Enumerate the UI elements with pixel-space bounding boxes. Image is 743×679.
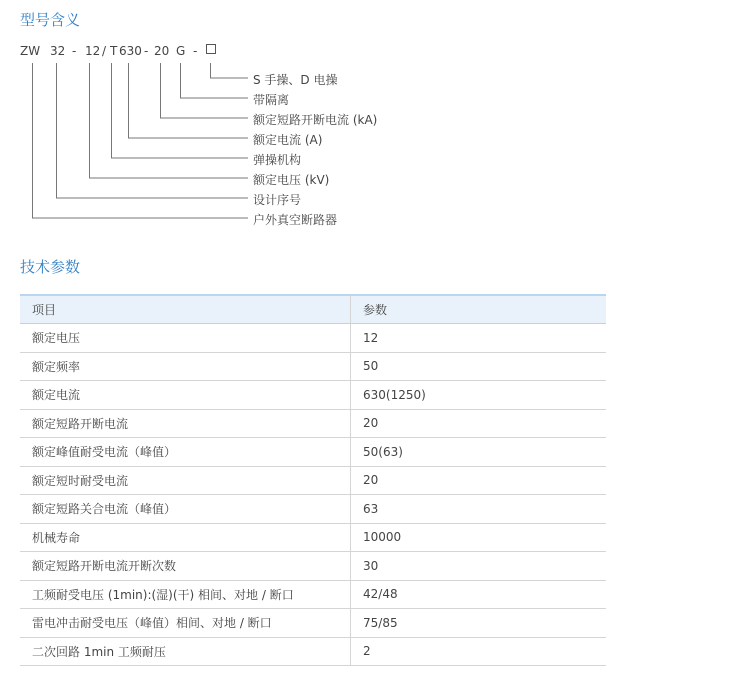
code-630: 630 xyxy=(119,44,142,58)
table-row xyxy=(20,438,606,467)
param-value: 20 xyxy=(351,466,607,495)
param-name: 额定短路开断电流开断次数 xyxy=(20,552,351,581)
line-zw xyxy=(33,63,249,218)
param-value: 50(63) xyxy=(351,438,607,467)
label-rated-voltage: 额定电压 (kV) xyxy=(253,173,330,187)
code-slash: / xyxy=(102,44,107,58)
line-g xyxy=(181,63,249,98)
table-row xyxy=(20,495,606,524)
param-value: 42/48 xyxy=(351,580,607,609)
param-name: 额定短时耐受电流 xyxy=(20,466,351,495)
line-t xyxy=(112,63,249,158)
table-row xyxy=(20,409,606,438)
line-20 xyxy=(161,63,249,118)
param-value: 10000 xyxy=(351,523,607,552)
code-dash-2: - xyxy=(144,44,149,58)
code-20: 20 xyxy=(154,44,170,58)
label-short-circuit-current: 额定短路开断电流 (kA) xyxy=(253,113,378,127)
label-operation: S 手操、D 电操 xyxy=(253,73,338,87)
param-name: 雷电冲击耐受电压（峰值）相间、对地 / 断口 xyxy=(20,609,351,638)
param-value: 2 xyxy=(351,637,607,666)
model-meaning-title: 型号含义 xyxy=(20,11,81,29)
param-value: 630(1250) xyxy=(351,381,607,410)
line-sq xyxy=(211,63,249,78)
label-isolation: 带隔离 xyxy=(253,93,290,107)
code-zw: ZW xyxy=(20,44,41,58)
line-630 xyxy=(129,63,249,138)
param-name: 额定频率 xyxy=(20,352,351,381)
param-name: 二次回路 1min 工频耐压 xyxy=(20,637,351,666)
code-dash-1: - xyxy=(72,44,77,58)
table-row xyxy=(20,466,606,495)
header-value: 参数 xyxy=(351,295,607,324)
param-name: 额定电流 xyxy=(20,381,351,410)
label-design-number: 设计序号 xyxy=(253,193,302,207)
param-name: 机械寿命 xyxy=(20,523,351,552)
code-t: T xyxy=(110,44,118,58)
params-table xyxy=(20,294,606,666)
table-row xyxy=(20,352,606,381)
label-outdoor-vacuum-breaker: 户外真空断路器 xyxy=(253,213,338,227)
param-value: 50 xyxy=(351,352,607,381)
table-body xyxy=(20,324,606,666)
table-row xyxy=(20,381,606,410)
code-dash-3: - xyxy=(193,44,198,58)
param-name: 额定电压 xyxy=(20,324,351,353)
param-value: 12 xyxy=(351,324,607,353)
table-row xyxy=(20,324,606,353)
code-32: 32 xyxy=(50,44,66,58)
param-name: 额定短路关合电流（峰值） xyxy=(20,495,351,524)
table-row xyxy=(20,580,606,609)
header-item: 项目 xyxy=(20,295,351,324)
table-row xyxy=(20,637,606,666)
code-g: G xyxy=(176,44,186,58)
param-value: 63 xyxy=(351,495,607,524)
label-rated-current: 额定电流 (A) xyxy=(253,133,323,147)
table-header-row xyxy=(20,295,606,324)
line-12 xyxy=(90,63,249,178)
label-spring-mechanism: 弹操机构 xyxy=(253,153,302,167)
param-name: 额定峰值耐受电流（峰值） xyxy=(20,438,351,467)
param-value: 30 xyxy=(351,552,607,581)
table-row xyxy=(20,609,606,638)
code-12: 12 xyxy=(85,44,101,58)
table-row xyxy=(20,552,606,581)
param-value: 20 xyxy=(351,409,607,438)
param-value: 75/85 xyxy=(351,609,607,638)
param-name: 工频耐受电压 (1min):(湿)(干) 相间、对地 / 断口 xyxy=(20,580,351,609)
table-row xyxy=(20,523,606,552)
tech-params-title: 技术参数 xyxy=(20,258,81,276)
param-name: 额定短路开断电流 xyxy=(20,409,351,438)
